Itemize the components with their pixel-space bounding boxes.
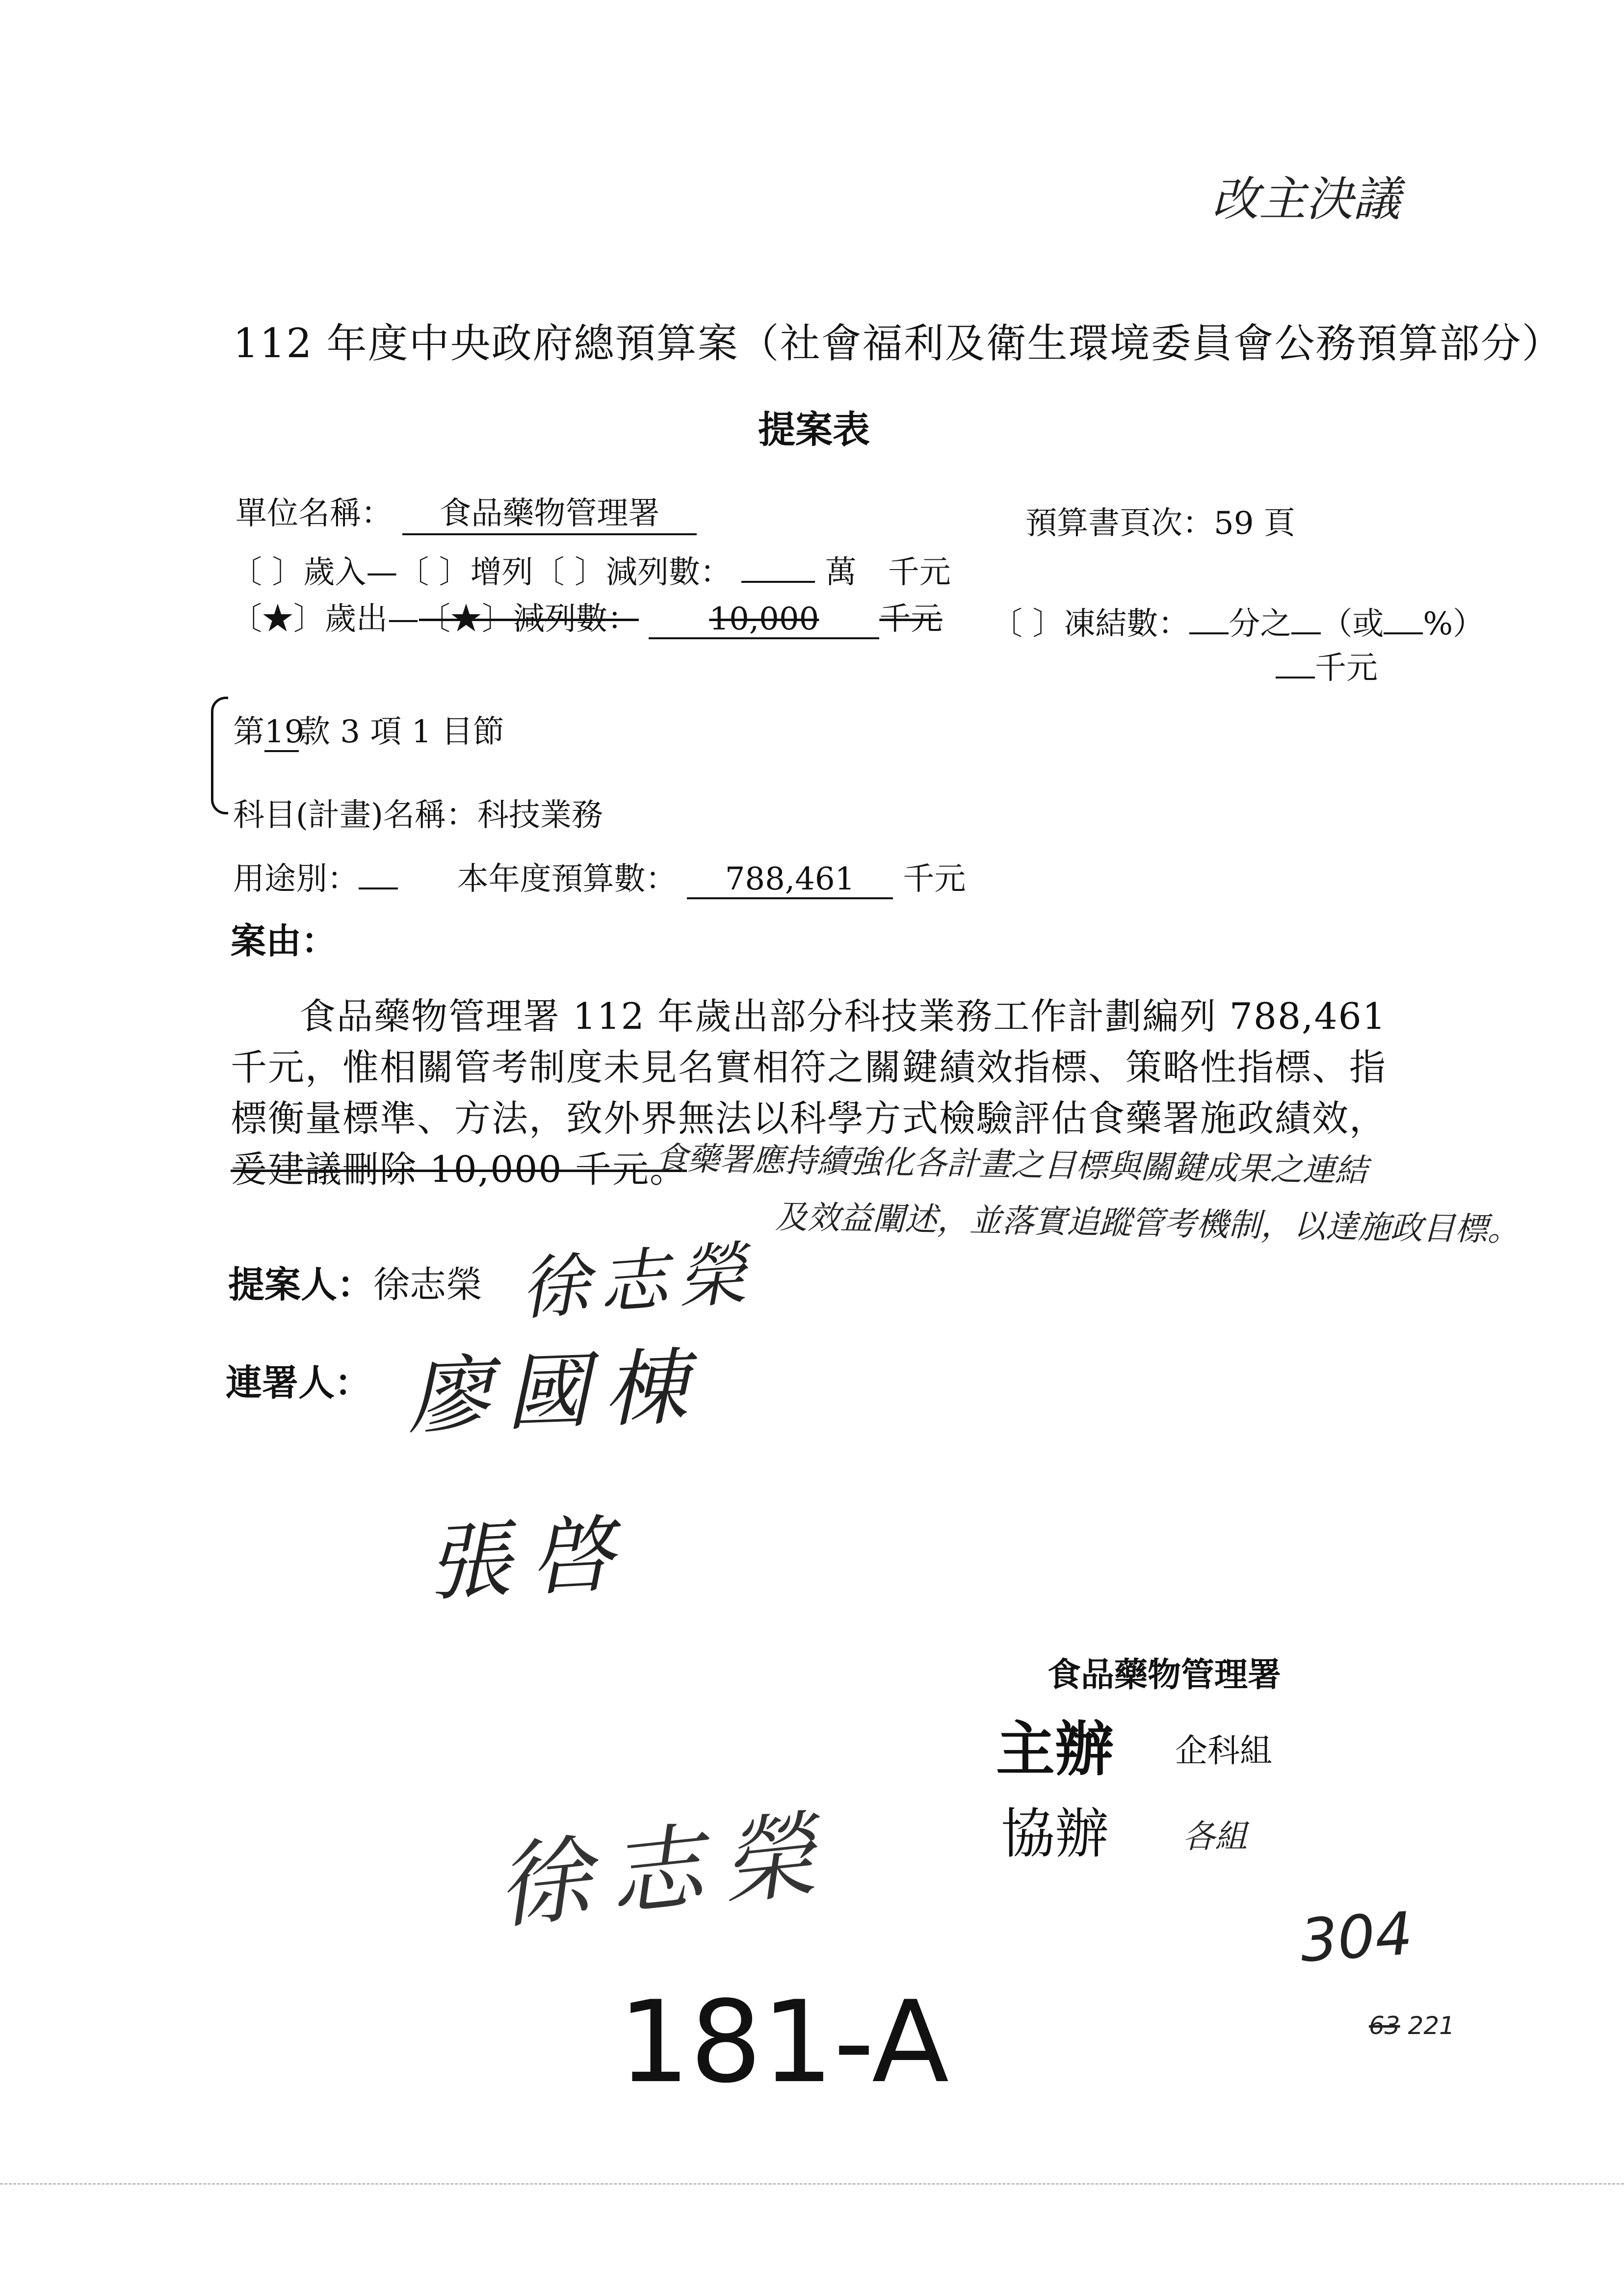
expense-struck-unit: 千元 [879, 601, 943, 637]
expense-row [231, 594, 942, 639]
proposer-signature: 徐志榮 [518, 1233, 759, 1330]
page-number-handwritten: 304 [1298, 1900, 1415, 1976]
subject-value: 科技業務 [477, 797, 603, 834]
freeze-unit: 千元 [1315, 650, 1378, 686]
agency-assist-label: 協辦 [1001, 1802, 1109, 1865]
revenue-blank [741, 581, 815, 583]
doc-number: 181-A [618, 1977, 949, 2108]
agency-lead-value: 企科組 [1175, 1732, 1272, 1770]
reason-line-3: 標衡量標準、方法，致外界無法以科學方式檢驗評估食藥署施政績效， [231, 1097, 1387, 1140]
expense-struck-label: 〔★〕減列數： [419, 601, 639, 637]
cosigner-signature-1: 廖國棟 [406, 1338, 704, 1446]
proposer-row [228, 1256, 482, 1308]
subject-row [233, 790, 603, 835]
subject-label: 科目(計畫)名稱： [233, 797, 477, 834]
expense-struck-value: 10,000 [649, 601, 879, 639]
page-number-footer [1369, 2011, 1455, 2040]
handwritten-amendment-2: 及效益闡述，並落實追蹤管考機制，以達施政目標。 [775, 1198, 1520, 1249]
page-number-struck: 63 [1369, 2011, 1400, 2040]
expense-prefix: 〔★〕歲出— [231, 601, 419, 637]
budget-amount-label: 本年度預算數： [457, 861, 677, 897]
revenue-row [231, 547, 951, 592]
freeze-part2: （或 [1321, 606, 1384, 642]
reason-struck-line: 爰建議刪除 10,000 千元。 [231, 1148, 687, 1191]
freeze-unit-row [1276, 643, 1378, 688]
handwritten-amendment-1: 食藥署應持續強化各計畫之目標與關鍵成果之連結 [655, 1139, 1368, 1190]
section-row [233, 706, 504, 752]
freeze-row [991, 599, 1484, 644]
budget-page-suffix: 頁 [1263, 505, 1295, 542]
agency-name: 食品藥物管理署 [1048, 1655, 1282, 1695]
budget-amount-unit: 千元 [903, 861, 966, 897]
freeze-part3: %） [1423, 606, 1485, 642]
freeze-part1: 分之 [1229, 606, 1292, 642]
budget-page-value: 59 [1214, 505, 1254, 542]
agency-lead-label: 主辦 [996, 1715, 1114, 1784]
section-kuan: 19 [264, 714, 299, 752]
section-bracket [211, 697, 228, 814]
annotation-handwritten: 改主決議 [1212, 172, 1400, 227]
reason-line-1: 食品藥物管理署 112 年歲出部分科技業務工作計劃編列 788,461 [299, 995, 1387, 1038]
cosigner-signature-2: 張啓 [424, 1505, 636, 1613]
agency-assist-value: 各組 [1182, 1818, 1247, 1855]
cosigner-label: 連署人： [226, 1362, 371, 1404]
unit-value: 食品藥物管理署 [402, 488, 697, 535]
budget-amount-value: 788,461 [687, 861, 893, 899]
unit-label: 單位名稱： [236, 496, 393, 532]
section-rest: 款 3 項 1 目節 [299, 714, 504, 750]
usage-row [233, 854, 966, 899]
budget-page-label: 預算書頁次： [1025, 505, 1214, 542]
unit-row [236, 488, 697, 535]
reason-label: 案由： [231, 920, 337, 962]
bottom-signature: 徐志榮 [492, 1799, 840, 1942]
proposer-label: 提案人： [228, 1264, 373, 1306]
revenue-unit: 萬 千元 [825, 554, 951, 591]
usage-label: 用途別： [233, 861, 359, 897]
scan-edge-line [0, 2183, 1624, 2185]
freeze-text: 〔 〕凍結數： [991, 606, 1190, 642]
budget-page-row [1025, 498, 1295, 543]
reason-line-2: 千元，惟相關管考制度未見名實相符之關鍵績效指標、策略性指標、指 [231, 1046, 1387, 1089]
document-title: 112 年度中央政府總預算案（社會福利及衛生環境委員會公務預算部分） [233, 320, 1563, 367]
section-prefix: 第 [233, 714, 264, 750]
document-subtitle: 提案表 [758, 408, 870, 451]
page-number-current: 221 [1408, 2011, 1455, 2040]
revenue-text: 〔 〕歲入—〔 〕增列〔 〕減列數： [231, 554, 732, 591]
proposer-name: 徐志榮 [373, 1264, 482, 1306]
